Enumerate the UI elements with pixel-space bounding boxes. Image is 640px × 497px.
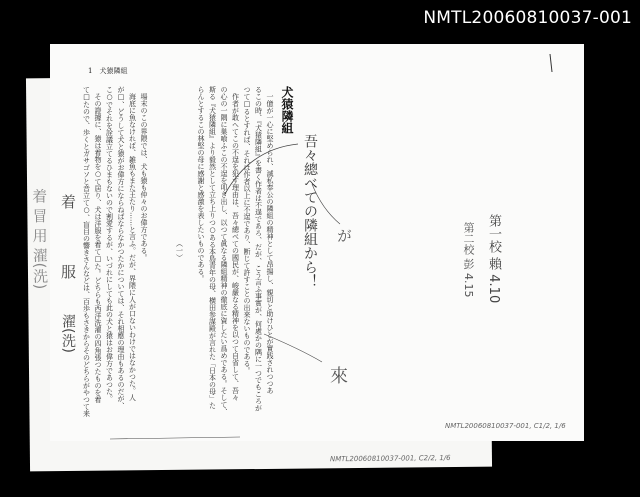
intro-line: るこの時、『犬猿隣組』を書く作者は不逞であろ、だが、こう言ふ事實が、何處かの隅に一つでもころが: [254, 86, 263, 412]
back-archive-stamp: NMTL20060810037-001, C2/2, 1/6: [329, 454, 451, 464]
corner-mark: [550, 54, 552, 72]
section-heading: （一）: [175, 240, 184, 261]
intro-line: 作者が敢へてこの不逞を犯す理由は、吾々總べての國民が、峻嚴なる精神を以つて自省して、吾々: [231, 93, 240, 401]
correction-line: [312, 184, 340, 224]
section1-line: その證據に、猿は着物を○て居り、犬は洋服を着て□た。どちらも西洋洗濯の四角張つたものを着: [94, 93, 102, 403]
intro-line: つて□るとすれば、それは作者以上に不逞であり、断じて許すことの出来ないものである。: [243, 86, 251, 374]
section1-line: て□たので、歩くとガサゴソと音立て○、盲目の響きさんなどは、百歩もさきからそのどちらがやつて来: [82, 86, 91, 417]
proof-first: 第一校 賴 4.10: [486, 214, 501, 304]
section1-line: が□、どうして犬と猿がお偉方にならねばならなかつたかについては、それ相應の理由もあるのだが、: [117, 86, 125, 409]
lai-line: [264, 334, 322, 362]
intro-line: 一億が一心に堅められ、滅私奉公の隣組の精神として昂揚し、親切と助けひとが實践されつつあ: [266, 93, 274, 394]
proof-second: 第二校 彭 4.15: [462, 222, 475, 298]
annotation-strokes: [50, 44, 584, 441]
handwritten-zhuo: 濯(洗): [60, 314, 76, 353]
handwritten-fu: 服: [59, 264, 77, 279]
document-title: 犬猿隣組: [280, 86, 294, 134]
archive-id-label: NMTL20060810037-001: [423, 8, 632, 28]
section1-line: 海底に魚なければ、雑魚もまた王たり……と言ふ。だが、界隈に人が口ないわけではなかつた。人: [128, 93, 137, 401]
handwritten-correction: 吾々總べての隣組から！: [302, 134, 318, 288]
bottom-line: [110, 437, 240, 439]
intro-line: 斯る『犬猿隣組』より毅然として立ち上りつ○ある本島青年の母、横田参謀殿が言れた「日本の母」た: [208, 86, 217, 409]
handwritten-zhe: 着: [59, 194, 77, 209]
handwritten-lai: 來: [327, 366, 348, 384]
section1-line: こ○でそれを詮議立てるひまもないので割愛するが、いづれにしても此の犬と猿はお偉方であつた。: [105, 86, 114, 402]
correction-arrow: [225, 144, 298, 194]
page-header: 1 犬猿隣組: [88, 67, 128, 75]
back-margin-handwriting: 着 冒 用 濯(洗): [30, 188, 50, 290]
intro-line: の心の一隅に巣喰ふこの不逞を叩き出し、以つて眞なる隣組精神の徹底に資したい爲めである。そして、: [220, 86, 228, 415]
handwritten-ga: が: [335, 228, 353, 243]
front-archive-stamp: NMTL20060810037-001, C1/2, 1/6: [445, 422, 566, 430]
section1-line: 場末のこの界隈では、犬も猿も仲々のお偉方である。: [140, 93, 148, 261]
front-page: [50, 44, 584, 441]
intro-line: らんとするこの林堅の母に感謝と感激を表したいものである。: [197, 86, 205, 282]
